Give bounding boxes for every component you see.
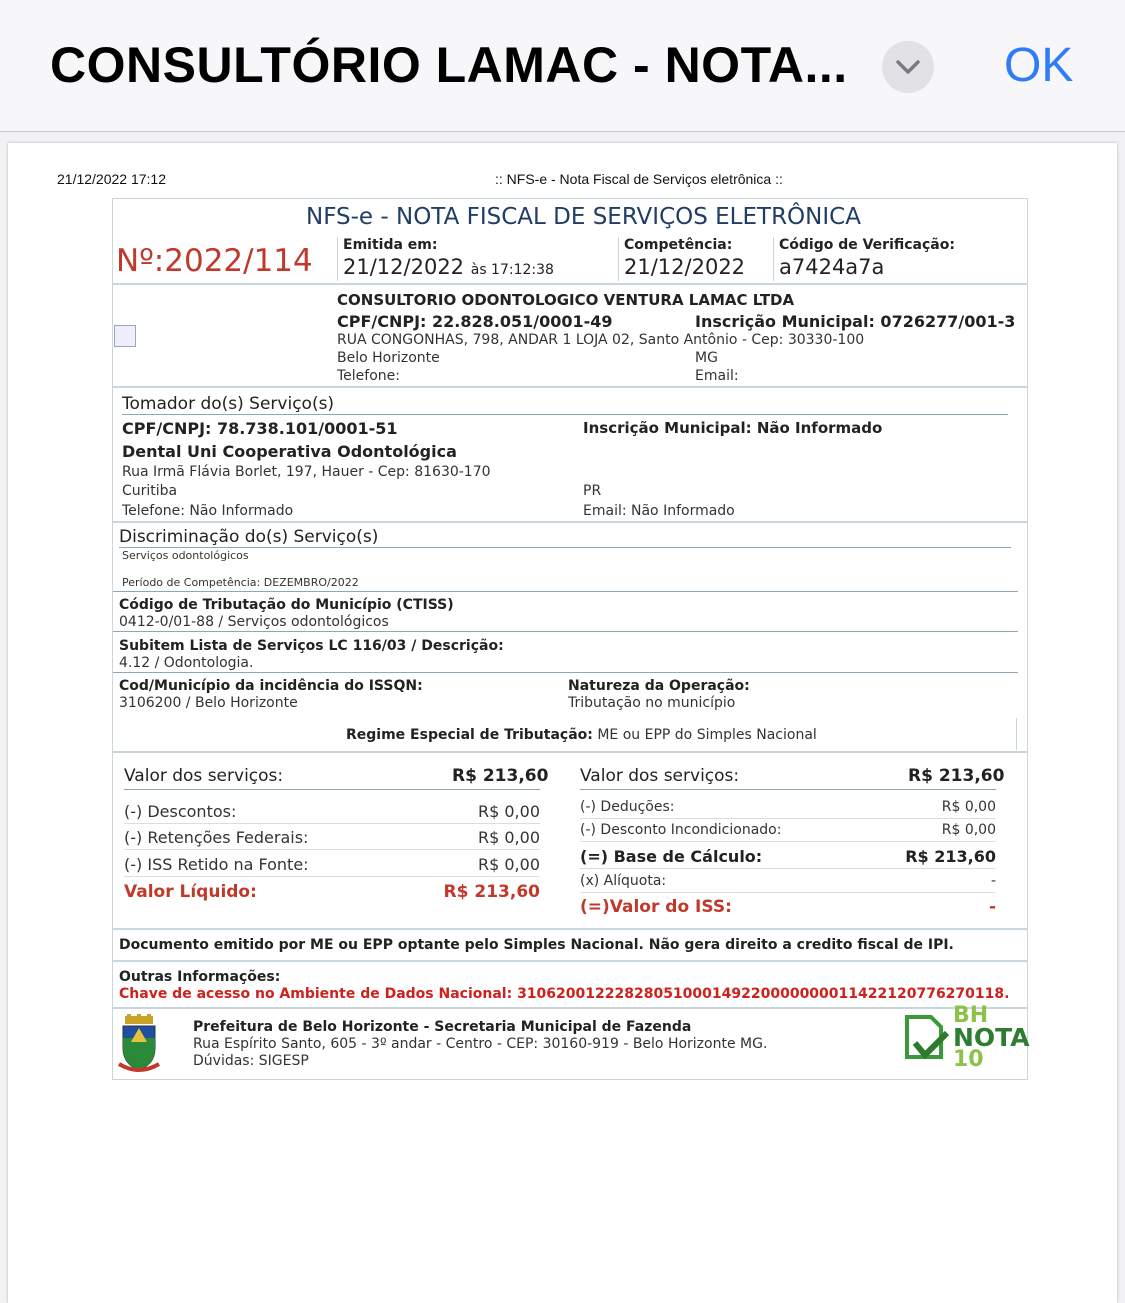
emitida-value — [343, 255, 554, 279]
tomador-cidade: Curitiba — [122, 483, 178, 499]
section-divider — [113, 386, 1027, 388]
aliquota-label: (x) Alíquota: — [580, 873, 667, 889]
title-menu-button[interactable] — [882, 41, 934, 93]
desconto-incond-label: (-) Desconto Incondicionado: — [580, 822, 782, 838]
deducoes-label: (-) Deduções: — [580, 799, 675, 815]
discriminacao-descricao: Serviços odontológicos — [122, 549, 249, 562]
tomador-inscricao: Inscrição Municipal: Não Informado — [583, 419, 883, 437]
document-page — [8, 143, 1117, 1303]
natureza-label: Natureza da Operação: — [568, 678, 750, 694]
subitem-value: 4.12 / Odontologia. — [119, 655, 254, 671]
tomador-cnpj: CPF/CNPJ: 78.738.101/0001-51 — [122, 419, 398, 438]
underline — [580, 818, 996, 819]
chave-acesso: Chave de acesso no Ambiente de Dados Nacional: 31062001222828051000149220000000011422120776270118. — [119, 986, 1010, 1002]
chevron-down-icon — [895, 56, 921, 78]
prestador-cnpj: CPF/CNPJ: 22.828.051/0001-49 — [337, 312, 613, 331]
left-servicos-value: R$ 213,60 — [452, 766, 549, 786]
divider — [113, 591, 1018, 592]
tomador-section-title: Tomador do(s) Serviço(s) — [122, 394, 335, 414]
desconto-incond-value: R$ 0,00 — [941, 822, 996, 838]
logo-nota-text: NOTA — [953, 1023, 1030, 1052]
retencoes-value: R$ 0,00 — [477, 828, 540, 847]
tomador-uf: PR — [583, 483, 602, 499]
subitem-label: Subitem Lista de Serviços LC 116/03 / Descrição: — [119, 638, 504, 654]
underline — [580, 868, 996, 869]
iss-retido-value: R$ 0,00 — [477, 855, 540, 874]
rodape-duvidas: Dúvidas: SIGESP — [193, 1053, 309, 1069]
prestador-razao-social: CONSULTORIO ODONTOLOGICO VENTURA LAMAC LTDA — [337, 291, 795, 309]
competencia-value: 21/12/2022 — [624, 255, 746, 279]
base-label: (=) Base de Cálculo: — [580, 847, 763, 866]
prestador-endereco: RUA CONGONHAS, 798, ANDAR 1 LOJA 02, Santo Antônio - Cep: 30330-100 — [337, 332, 865, 348]
nfse-document — [112, 198, 1028, 1080]
municipio-label: Cod/Município da incidência do ISSQN: — [119, 678, 423, 694]
underline — [580, 789, 996, 790]
tomador-telefone: Telefone: Não Informado — [122, 503, 294, 519]
section-divider — [113, 521, 1027, 523]
bh-nota-10-logo — [903, 1003, 1030, 1073]
left-servicos-label: Valor dos serviços: — [124, 766, 284, 786]
ctiss-label: Código de Tributação do Município (CTISS) — [119, 597, 454, 613]
deducoes-value: R$ 0,00 — [941, 799, 996, 815]
descontos-label: (-) Descontos: — [124, 802, 237, 821]
verificacao-value: a7424a7a — [779, 255, 885, 279]
regime-label: Regime Especial de Tributação: — [346, 727, 593, 743]
section-divider — [113, 751, 1027, 753]
nota-title: NFS-e - NOTA FISCAL DE SERVIÇOS ELETRÔNICA — [306, 204, 861, 230]
broken-image-icon — [114, 325, 136, 347]
liquido-value: R$ 213,60 — [443, 882, 540, 902]
divider — [113, 631, 1018, 632]
underline — [580, 841, 996, 842]
natureza-value: Tributação no município — [568, 695, 736, 711]
divider — [618, 237, 619, 281]
outras-label: Outras Informações: — [119, 969, 281, 985]
emitida-data: 21/12/2022 — [343, 255, 465, 279]
bh-coat-of-arms-icon — [117, 1014, 161, 1074]
divider — [337, 237, 338, 281]
logo-bh-text: BH — [953, 1003, 989, 1028]
rodape-orgao: Prefeitura de Belo Horizonte - Secretaria Municipal de Fazenda — [193, 1019, 692, 1035]
emitida-label: Emitida em: — [343, 237, 438, 253]
verificacao-label: Código de Verificação: — [779, 237, 955, 253]
observacao-simples: Documento emitido por ME ou EPP optante pelo Simples Nacional. Não gera direito a credito fiscal de IPI. — [119, 937, 954, 953]
section-divider — [113, 1007, 1027, 1009]
print-doc-name: :: NFS-e - Nota Fiscal de Serviços eletrônica :: — [495, 171, 783, 187]
ctiss-value: 0412-0/01-88 / Serviços odontológicos — [119, 614, 389, 630]
underline — [124, 849, 540, 850]
ok-button[interactable]: OK — [1004, 39, 1074, 92]
right-servicos-label: Valor dos serviços: — [580, 766, 740, 786]
municipio-value: 3106200 / Belo Horizonte — [119, 695, 298, 711]
iss-retido-label: (-) ISS Retido na Fonte: — [124, 855, 309, 874]
document-title: CONSULTÓRIO LAMAC - NOTA... — [50, 37, 848, 93]
nota-numero — [116, 243, 313, 279]
liquido-label: Valor Líquido: — [124, 882, 257, 902]
emitida-hora: às 17:12:38 — [470, 262, 554, 278]
viewer-header — [0, 0, 1125, 132]
tomador-endereco: Rua Irmã Flávia Borlet, 197, Hauer - Cep: 81630-170 — [122, 464, 491, 480]
underline — [580, 892, 996, 893]
underline — [119, 547, 1011, 548]
underline — [122, 414, 1008, 415]
divider — [773, 237, 774, 281]
print-datetime: 21/12/2022 17:12 — [57, 171, 166, 187]
valor-iss-label: (=)Valor do ISS: — [580, 897, 732, 917]
regime-value: ME ou EPP do Simples Nacional — [597, 727, 817, 743]
divider — [1016, 718, 1017, 750]
underline — [124, 823, 540, 824]
nota-numero-value: 2022/114 — [164, 243, 313, 279]
aliquota-value: - — [990, 873, 996, 889]
logo-10-text: 10 — [953, 1047, 984, 1072]
prestador-uf: MG — [695, 350, 718, 366]
prestador-email: Email: — [695, 368, 739, 384]
underline — [124, 789, 540, 790]
prestador-inscricao: Inscrição Municipal: 0726277/001-3 — [695, 312, 1016, 331]
prestador-telefone: Telefone: — [337, 368, 400, 384]
rodape-endereco: Rua Espírito Santo, 605 - 3º andar - Centro - CEP: 30160-919 - Belo Horizonte MG. — [193, 1036, 768, 1052]
section-divider — [113, 283, 1027, 285]
section-divider — [113, 960, 1027, 962]
regime-especial — [346, 727, 817, 743]
discriminacao-periodo: Período de Competência: DEZEMBRO/2022 — [122, 576, 359, 589]
valor-iss-value: - — [988, 897, 996, 917]
descontos-value: R$ 0,00 — [477, 802, 540, 821]
base-value: R$ 213,60 — [905, 847, 996, 866]
tomador-nome: Dental Uni Cooperativa Odontológica — [122, 442, 457, 461]
underline — [124, 876, 540, 877]
section-divider — [113, 928, 1027, 930]
divider — [113, 672, 1018, 673]
prestador-cidade: Belo Horizonte — [337, 350, 440, 366]
tomador-email: Email: Não Informado — [583, 503, 735, 519]
competencia-label: Competência: — [624, 237, 733, 253]
nota-numero-label: Nº: — [116, 243, 165, 279]
retencoes-label: (-) Retenções Federais: — [124, 828, 309, 847]
discriminacao-section-title: Discriminação do(s) Serviço(s) — [119, 527, 379, 547]
document-check-icon — [903, 1013, 949, 1071]
right-servicos-value: R$ 213,60 — [908, 766, 1005, 786]
